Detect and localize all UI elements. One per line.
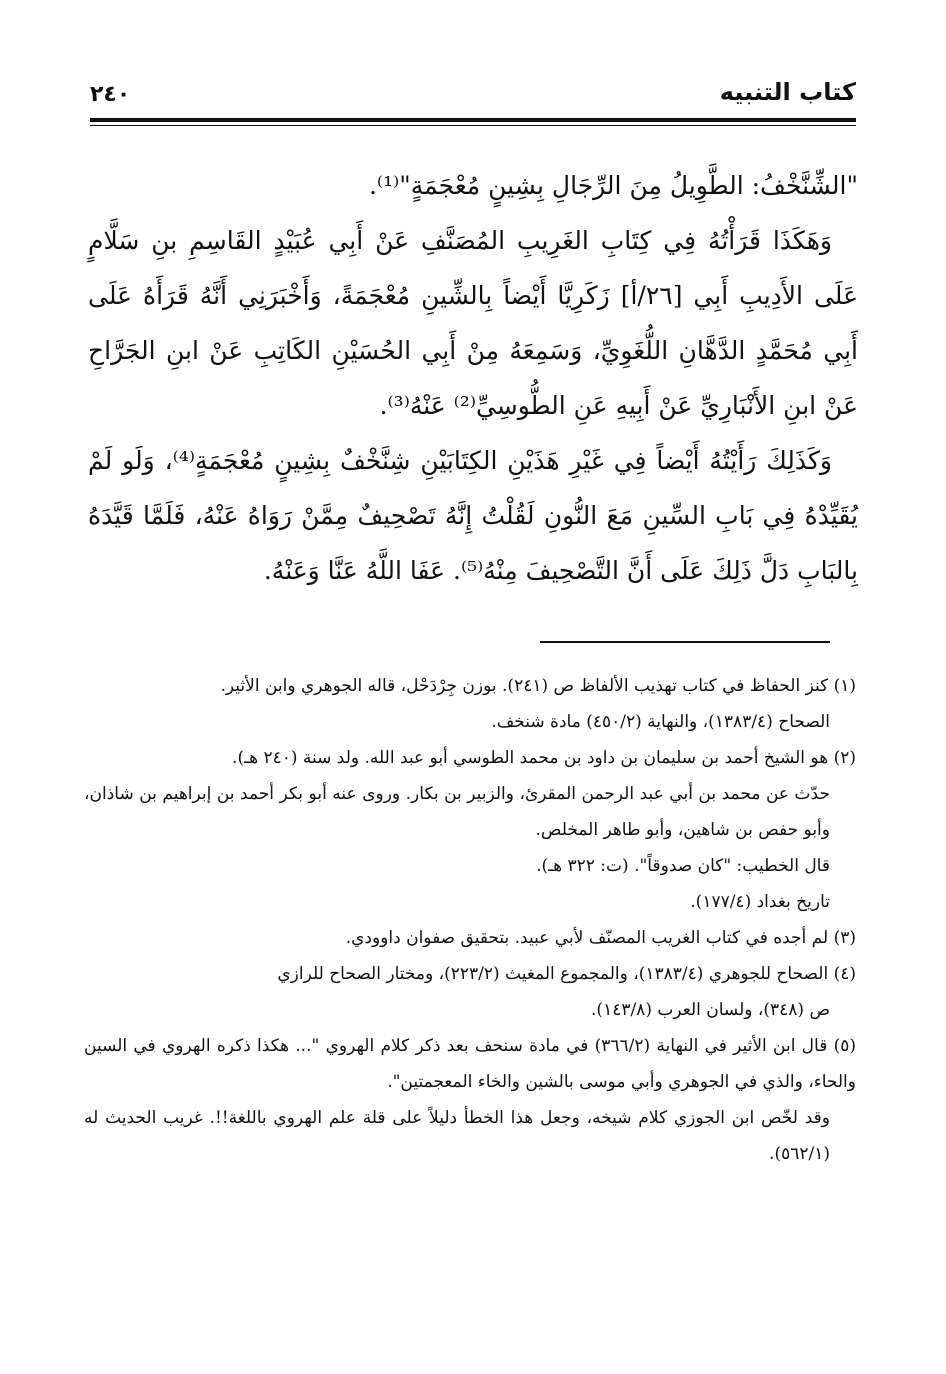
main-paragraph: "الشِّنَّخْفُ: الطَّوِيلُ مِنَ الرِّجَالِ بِشِينٍ مُعْجَمَةٍ"⁽¹⁾. (368, 171, 858, 200)
footnote-5-cont: وقد لخّص ابن الجوزي كلام شيخه، وجعل هذا الخطأ دليلاً على قلة علم الهروي باللغة!!. غريب الحديث له (٥٦٢/١). (84, 1108, 830, 1164)
footnote-1: (١) كنز الحفاظ في كتاب تهذيب الألفاظ ص (٢٤١). بوزن جِرْدَحْل، قاله الجوهري وابن الأثير. (220, 676, 856, 696)
footnote-1-cont: الصحاح (١٣٨٣/٤)، والنهاية (٤٥٠/٢) مادة شنخف. (491, 712, 830, 732)
footnotes (84, 668, 856, 1172)
book-title: كتاب التنبيه (719, 78, 856, 106)
main-paragraph: وَهَكَذَا قَرَأْتُهُ فِي كِتَابِ الغَرِيبِ المُصَنَّفِ عَنْ أَبِي عُبَيْدٍ القَاسِمِ بنِ سَلَّامٍ عَلَى الأَدِيبِ أَبِي [٢٦/أ] زَكَرِيَّا أَيْضاً بِالشِّينِ مُعْجَمَةً، وَأَخْبَرَنِي أَنَّهُ قَرَأَهُ عَلَى أَبِي مُحَمَّدٍ الدَّهَّانِ اللُّغَوِيِّ، وَسَمِعَهُ مِنْ أَبِي الحُسَيْنِ الكَاتِبِ عَنْ ابنِ الجَرَّاحِ عَنْ ابنِ الأَنْبَارِيِّ عَنْ أَبِيهِ عَنِ الطُّوسِيِّ⁽²⁾ عَنْهُ⁽³⁾. (88, 226, 858, 420)
main-text (88, 158, 858, 598)
footnote-2-quote: قال الخطيب: "كان صدوقاً". (ت: ٣٢٢ هـ). (536, 856, 830, 876)
footnote-2-source: تاريخ بغداد (١٧٧/٤). (690, 892, 830, 912)
header-rule-thick (90, 118, 856, 122)
running-head (90, 78, 856, 118)
footnote-2-cont: حدّث عن محمد بن أبي عبد الرحمن المقرئ، والزبير بن بكار. وروى عنه أبو بكر أحمد بن إبراهيم بن شاذان، وأبو حفص بن شاهين، وأبو طاهر المخلص. (84, 784, 830, 840)
footnote-2: (٢) هو الشيخ أحمد بن سليمان بن داود بن محمد الطوسي أبو عبد الله. ولد سنة (٢٤٠ هـ). (232, 748, 856, 768)
footnote-3: (٣) لم أجده في كتاب الغريب المصنّف لأبي عبيد. بتحقيق صفوان داوودي. (345, 928, 856, 948)
header-rule-thin (90, 125, 856, 126)
footnote-separator (540, 641, 830, 643)
footnote-4: (٤) الصحاح للجوهري (١٣٨٣/٤)، والمجموع المغيث (٢٢٣/٢)، ومختار الصحاح للرازي (277, 964, 856, 984)
footnote-5: (٥) قال ابن الأثير في النهاية (٣٦٦/٢) في مادة سنحف بعد ذكر كلام الهروي "... هكذا ذكره الهروي في السين والحاء، والذي في الجوهري وأبي موسى بالشين والخاء المعجمتين". (84, 1036, 856, 1092)
page-number: ٢٤٠ (90, 82, 131, 107)
main-paragraph: وَكَذَلِكَ رَأَيْتُهُ أَيْضاً فِي غَيْرِ هَذَيْنِ الكِتَابَيْنِ شِنَّخْفٌ بِشِينٍ مُعْجَمَةٍ⁽⁴⁾، وَلَو لَمْ يُقَيِّدْهُ فِي بَابِ السِّينِ مَعَ النُّونِ لَقُلْتُ إِنَّهُ تَصْحِيفٌ مِمَّنْ رَوَاهُ عَنْهُ، فَلَمَّا قَيَّدَهُ بِالبَابِ دَلَّ ذَلِكَ عَلَى أَنَّ التَّصْحِيفَ مِنْهُ⁽⁵⁾. عَفَا اللَّهُ عَنَّا وَعَنْهُ. (88, 446, 858, 585)
footnote-4-cont: ص (٣٤٨)، ولسان العرب (١٤٣/٨). (591, 1000, 830, 1020)
